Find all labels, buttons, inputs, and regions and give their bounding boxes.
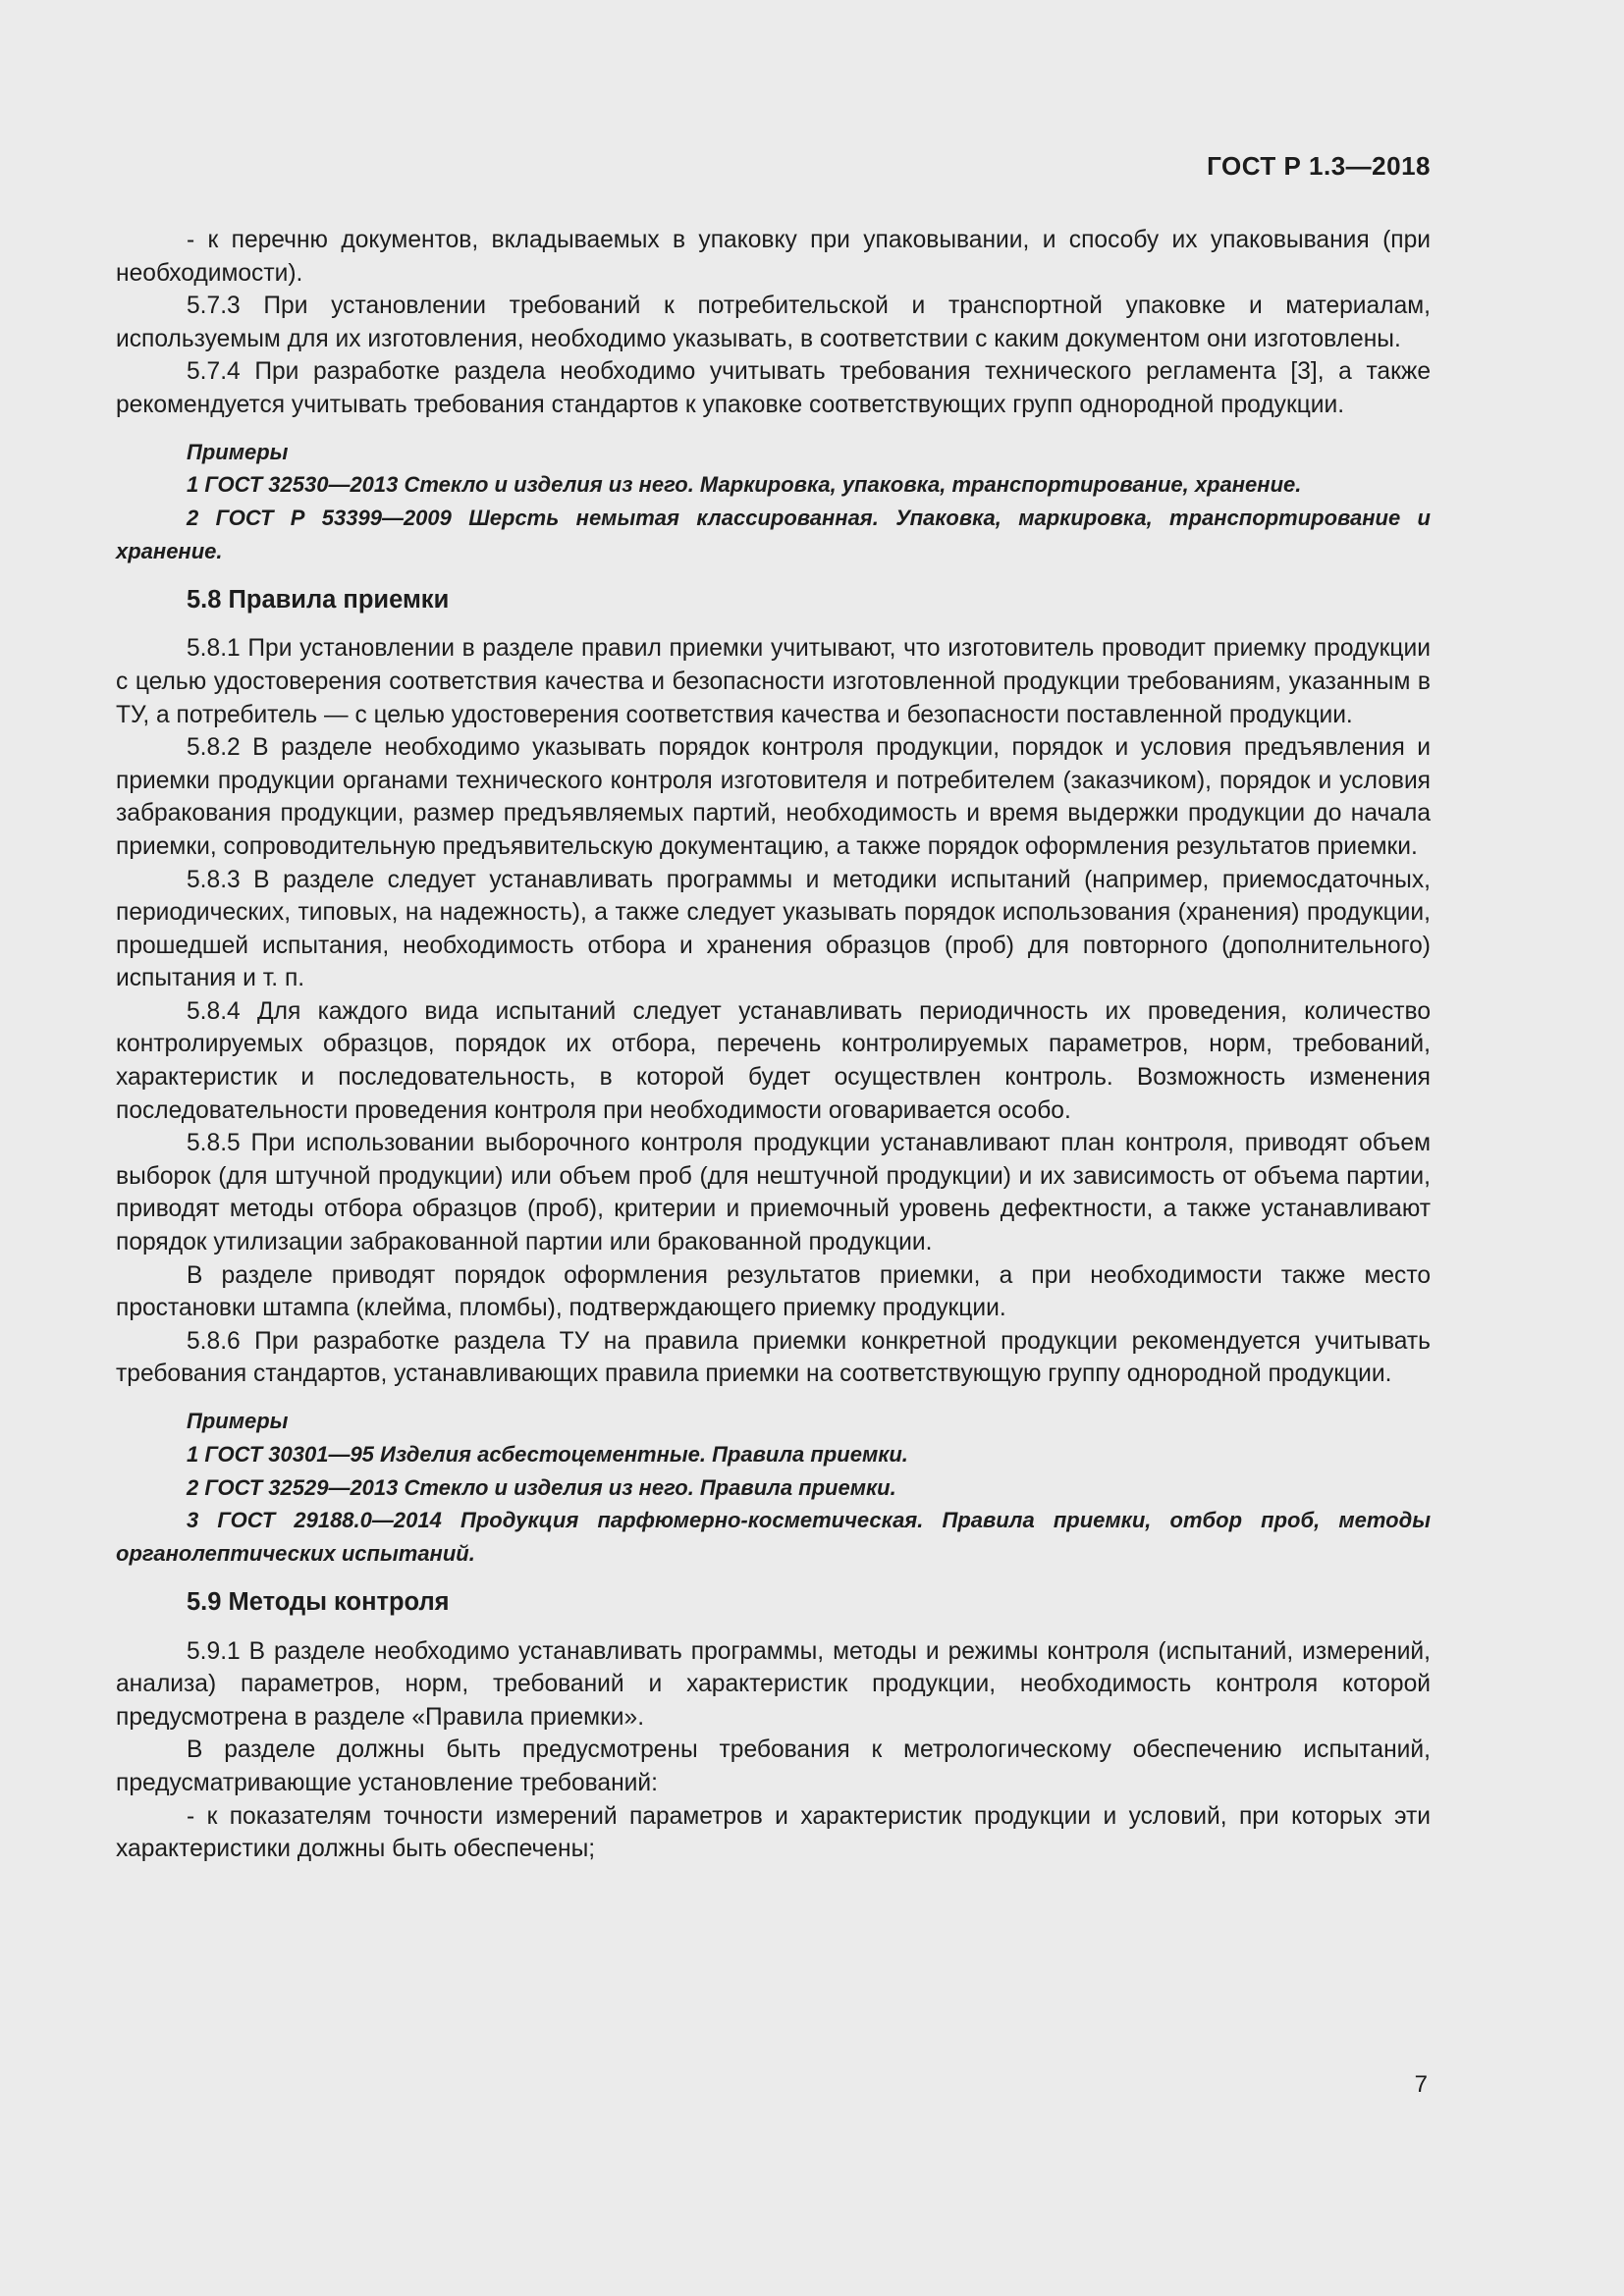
example-item: 1 ГОСТ 32530—2013 Стекло и изделия из него. Маркировка, упаковка, транспортирование, хранение. (187, 472, 1302, 498)
paragraph-5-7-4: 5.7.4 При разработке раздела необходимо учитывать требования технического регламента [3], а также рекомендуется учитывать требования стандартов к упаковке соответствующих групп однородной продукции. (116, 358, 1431, 418)
paragraph-intro-list-item: - к перечню документов, вкладываемых в упаковку при упаковывании, и способу их упаковывания (при необходимости). (116, 227, 1431, 287)
page-number: 7 (1414, 2071, 1428, 2098)
paragraph-5-9-1-list-item: - к показателям точности измерений параметров и характеристик продукции и условий, при которых эти характеристики должны быть обеспечены; (116, 1802, 1431, 1863)
paragraph-5-8-5: 5.8.5 При использовании выборочного контроля продукции устанавливают план контроля, приводят объем выборок (для штучной продукции) или объем проб (для нештучной продукции) и их зависимость от объема партии, приводят методы отбора образцов (проб), критерии и приемочный уровень дефектности, а также устанавливают порядок утилизации забракованной партии или бракованной продукции. (116, 1130, 1431, 1256)
paragraph-5-9-1-continued: В разделе должны быть предусмотрены требования к метрологическому обеспечению испытаний, предусматривающие установление требований: (116, 1736, 1431, 1796)
paragraph-5-7-3: 5.7.3 При установлении требований к потребительской и транспортной упаковке и материалам, используемым для их изготовления, необходимо указывать, в соответствии с каким документом они изготовлены. (116, 293, 1431, 352)
examples-title: Примеры (187, 439, 289, 464)
example-item: 1 ГОСТ 30301—95 Изделия асбестоцементные. Правила приемки. (187, 1441, 908, 1467)
paragraph-5-8-3: 5.8.3 В разделе следует устанавливать программы и методики испытаний (например, приемосдаточных, периодических, типовых, на надежность), а также следует указывать порядок использования (хранения) продукции, прошедшей испытания, необходимость отбора и хранения образцов (проб) для повторного (дополнительного) испытания и т. п. (116, 866, 1431, 992)
standard-code-header: ГОСТ Р 1.3—2018 (1207, 151, 1431, 181)
example-item: 3 ГОСТ 29188.0—2014 Продукция парфюмерно-косметическая. Правила приемки, отбор проб, методы органолептических испытаний. (116, 1508, 1431, 1567)
document-body (116, 224, 1431, 1866)
paragraph-5-8-1: 5.8.1 При установлении в разделе правил приемки учитывают, что изготовитель проводит приемку продукции с целью удостоверения соответствия качества и безопасности изготовленной продукции требованиям, указанным в ТУ, а потребитель — с целью удостоверения соответствия качества и безопасности поставленной продукции. (116, 635, 1431, 728)
paragraph-5-8-2: 5.8.2 В разделе необходимо указывать порядок контроля продукции, порядок и условия предъявления и приемки продукции органами технического контроля изготовителя и потребителем (заказчиком), порядок и условия забракования продукции, размер предъявляемых партий, необходимость и время выдержки продукции до начала приемки, сопроводительную предъявительскую документацию, а также порядок оформления результатов приемки. (116, 734, 1431, 860)
example-item: 2 ГОСТ 32529—2013 Стекло и изделия из него. Правила приемки. (187, 1474, 896, 1500)
examples-block-2 (116, 1405, 1431, 1571)
examples-title: Примеры (187, 1409, 289, 1433)
paragraph-5-8-5-continued: В разделе приводят порядок оформления результатов приемки, а при необходимости также место простановки штампа (клейма, пломбы), подтверждающего приемку продукции. (116, 1261, 1431, 1322)
example-item: 2 ГОСТ Р 53399—2009 Шерсть немытая классированная. Упаковка, маркировка, транспортирование и хранение. (116, 506, 1431, 563)
paragraph-5-8-4: 5.8.4 Для каждого вида испытаний следует устанавливать периодичность их проведения, количество контролируемых образцов, порядок их отбора, перечень контролируемых параметров, норм, требований, характеристик и последовательность, в которой будет осуществлен контроль. Возможность изменения последовательности проведения контроля при необходимости оговаривается особо. (116, 997, 1431, 1124)
section-heading-5-8: 5.8 Правила приемки (187, 585, 450, 614)
examples-block-1 (116, 436, 1431, 568)
paragraph-5-8-6: 5.8.6 При разработке раздела ТУ на правила приемки конкретной продукции рекомендуется учитывать требования стандартов, устанавливающих правила приемки на соответствующую группу однородной продукции. (116, 1327, 1431, 1388)
section-heading-5-9: 5.9 Методы контроля (187, 1587, 450, 1616)
paragraph-5-9-1: 5.9.1 В разделе необходимо устанавливать программы, методы и режимы контроля (испытаний, измерений, анализа) параметров, норм, требований и характеристик продукции, необходимость контроля которой предусмотрена в разделе «Правила приемки». (116, 1637, 1431, 1731)
